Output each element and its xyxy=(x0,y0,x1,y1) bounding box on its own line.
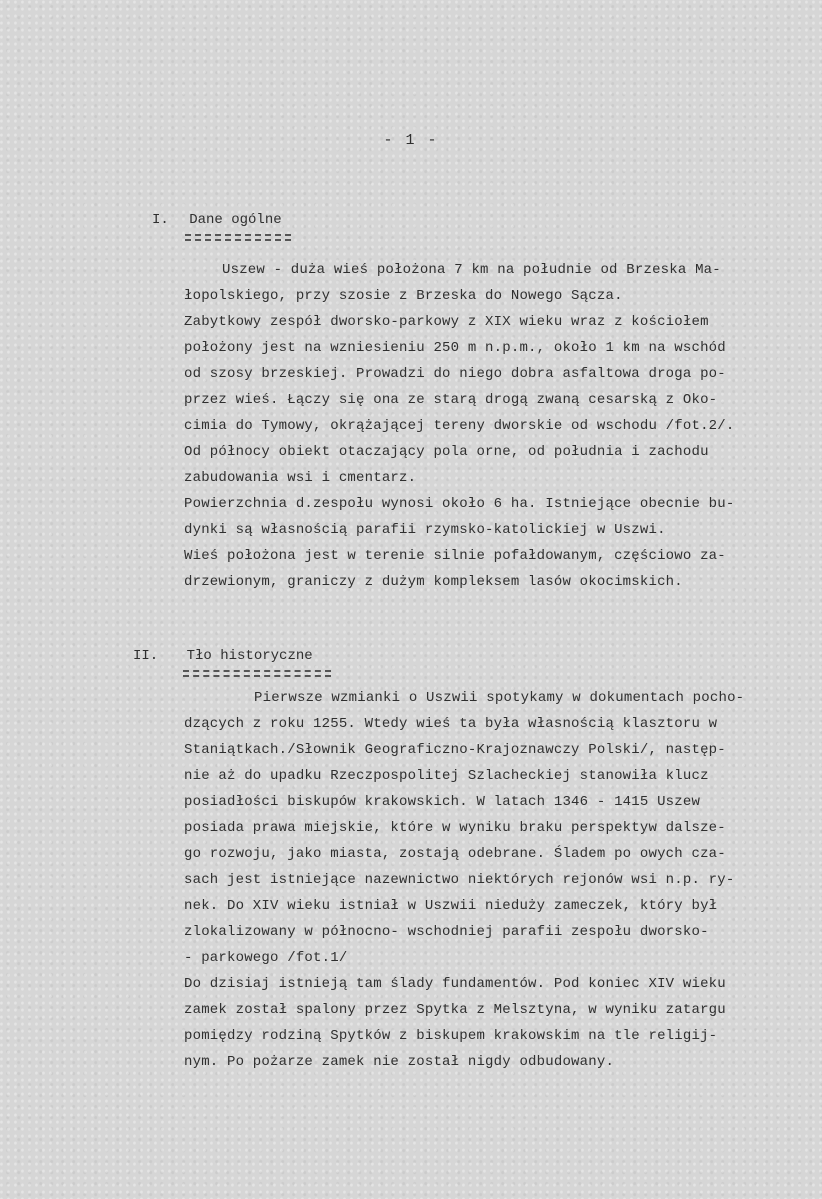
text-line: Uszew - duża wieś położona 7 km na południe od Brzeska Ma- xyxy=(222,262,721,278)
text-line: sach jest istniejące nazewnictwo niektórych rejonów wsi n.p. ry- xyxy=(184,872,735,888)
text-line: nie aż do upadku Rzeczpospolitej Szlacheckiej stanowiła klucz xyxy=(184,768,709,784)
text-line: - parkowego /fot.1/ xyxy=(184,950,348,966)
text-line: cimia do Tymowy, okrążającej tereny dworskie od wschodu /fot.2/. xyxy=(184,418,735,434)
text-line: położony jest na wzniesieniu 250 m n.p.m., około 1 km na wschód xyxy=(184,340,726,356)
text-line: zlokalizowany w północno- wschodniej parafii zespołu dworsko- xyxy=(184,924,709,940)
text-line: nym. Po pożarze zamek nie został nigdy odbudowany. xyxy=(184,1054,615,1070)
text-line: Wieś położona jest w terenie silnie pofałdowanym, częściowo za- xyxy=(184,548,726,564)
text-line: Pierwsze wzmianki o Uszwii spotykamy w dokumentach pocho- xyxy=(254,690,745,706)
text-line: Do dzisiaj istnieją tam ślady fundamentów. Pod koniec XIV wieku xyxy=(184,976,726,992)
text-line: pomiędzy rodziną Spytków z biskupem krakowskim na tle religij- xyxy=(184,1028,718,1044)
text-line: dynki są własnością parafii rzymsko-katolickiej w Uszwi. xyxy=(184,522,666,538)
text-line: go rozwoju, jako miasta, zostają odebrane. Śladem po owych cza- xyxy=(184,846,726,862)
text-line: łopolskiego, przy szosie z Brzeska do Nowego Sącza. xyxy=(184,288,623,304)
text-line: nek. Do XIV wieku istniał w Uszwii nieduży zameczek, który był xyxy=(184,898,718,914)
section-title-underline xyxy=(185,234,291,241)
section-heading-general-data xyxy=(152,212,282,228)
text-line: drzewionym, graniczy z dużym kompleksem lasów okocimskich. xyxy=(184,574,683,590)
text-line: od szosy brzeskiej. Prowadzi do niego dobra asfaltowa droga po- xyxy=(184,366,726,382)
section-heading-historical-background xyxy=(133,648,313,664)
text-line: zabudowania wsi i cmentarz. xyxy=(184,470,417,486)
text-line: przez wieś. Łączy się ona ze starą drogą zwaną cesarską z Oko- xyxy=(184,392,718,408)
section-number: II. xyxy=(133,648,159,664)
section-title: Dane ogólne xyxy=(189,212,282,228)
page-number: - 1 - xyxy=(383,132,439,149)
text-line: Powierzchnia d.zespołu wynosi około 6 ha. Istniejące obecnie bu- xyxy=(184,496,735,512)
text-line: Zabytkowy zespół dworsko-parkowy z XIX wieku wraz z kościołem xyxy=(184,314,709,330)
text-line: Staniątkach./Słownik Geograficzno-Krajoznawczy Polski/, następ- xyxy=(184,742,726,758)
text-line: dzących z roku 1255. Wtedy wieś ta była własnością klasztoru w xyxy=(184,716,718,732)
text-line: Od północy obiekt otaczający pola orne, od południa i zachodu xyxy=(184,444,709,460)
text-line: zamek został spalony przez Spytka z Melsztyna, w wyniku zatargu xyxy=(184,1002,726,1018)
section-title-underline xyxy=(183,670,331,677)
text-line: posiadłości biskupów krakowskich. W latach 1346 - 1415 Uszew xyxy=(184,794,701,810)
section-title: Tło historyczne xyxy=(186,648,313,664)
section-number: I. xyxy=(152,212,169,228)
text-line: posiada prawa miejskie, które w wyniku braku perspektyw dalsze- xyxy=(184,820,726,836)
